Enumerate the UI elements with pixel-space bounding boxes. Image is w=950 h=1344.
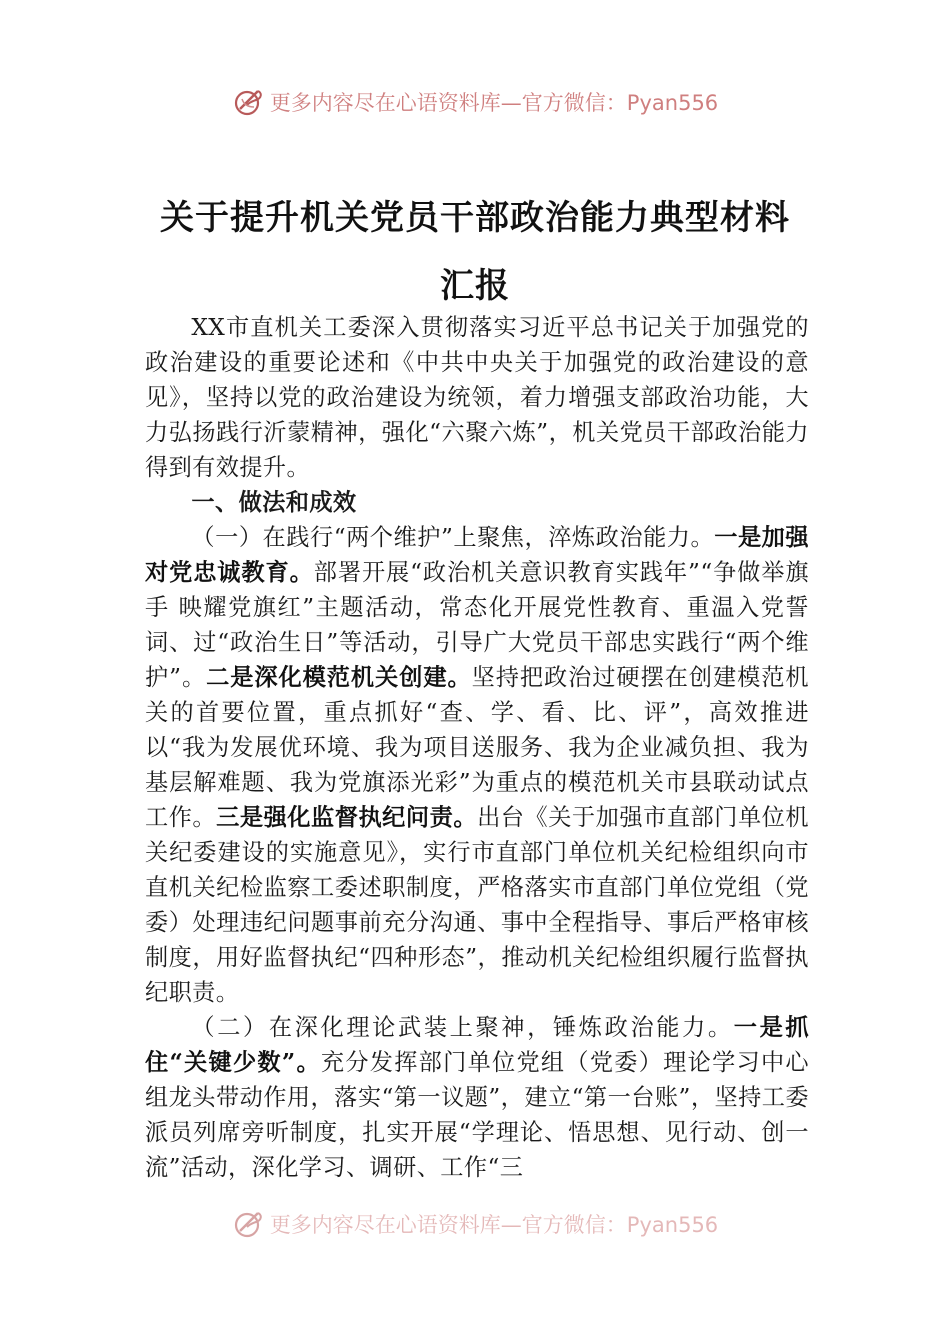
watermark-text: 更多内容尽在心语资料库—官方微信：Pyan556 (269, 91, 719, 115)
point-two-heading: 二是深化模范机关创建。 (206, 664, 472, 691)
section-heading: 一、做法和成效 (191, 489, 357, 516)
paragraph-one (145, 520, 809, 1010)
point-three-heading: 三是强化监督执纪问责。 (216, 804, 478, 831)
paragraph-two (145, 1010, 809, 1185)
point-four-text: 充分发挥部门单位党组（党委）理论学习中心组龙头带动作用，落实“第一议题”，建立“第一台账”，坚持工委派员列席旁听制度，扎实开展“学理论、悟思想、见行动、创一流”活动，深化学习、调研、工作“三 (145, 1049, 809, 1181)
quill-logo-icon (232, 85, 266, 119)
point-one-heading: 一是加强对党忠诚教育。 (145, 524, 809, 586)
intro-paragraph: XX市直机关工委深入贯彻落实习近平总书记关于加强党的政治建设的重要论述和《中共中央关于加强党的政治建设的意见》，坚持以党的政治建设为统领，着力增强支部政治功能，大力弘扬践行沂蒙精神，强化“六聚六炼”，机关党员干部政治能力得到有效提升。 (145, 314, 809, 481)
watermark-header (0, 82, 950, 122)
paragraph-two-lead: （二）在深化理论武装上聚神，锤炼政治能力。 (191, 1014, 734, 1041)
watermark-text: 更多内容尽在心语资料库—官方微信：Pyan556 (269, 1213, 719, 1237)
document-title-line1: 关于提升机关党员干部政治能力典型材料 (160, 198, 790, 238)
point-two-text: 坚持把政治过硬摆在创建模范机关的首要位置，重点抓好“查、学、看、比、评”，高效推进以“我为发展优环境、我为项目送服务、我为企业减负担、我为基层解难题、我为党旗添光彩”为重点的模范机关市县联动试点工作。 (145, 664, 809, 831)
paragraph-one-lead: （一）在践行“两个维护”上聚焦，淬炼政治能力。 (191, 524, 715, 551)
document-body (145, 310, 809, 1185)
point-four-heading: 一是抓住“关键少数”。 (145, 1014, 809, 1076)
document-title-line2: 汇报 (440, 266, 510, 306)
quill-logo-icon (232, 1207, 266, 1241)
point-three-text: 出台《关于加强市直部门单位机关纪委建设的实施意见》，实行市直部门单位机关纪检组织向市直机关纪检监察工委述职制度，严格落实市直部门单位党组（党委）处理违纪问题事前充分沟通、事中全程指导、事后严格审核制度，用好监督执纪“四种形态”，推动机关纪检组织履行监督执纪职责。 (145, 804, 809, 1006)
point-one-text: 部署开展“政治机关意识教育实践年”“争做举旗手 映耀党旗红”主题活动，常态化开展党性教育、重温入党誓词、过“政治生日”等活动，引导广大党员干部忠实践行“两个维护”。 (145, 559, 809, 691)
watermark-footer (0, 1204, 950, 1244)
